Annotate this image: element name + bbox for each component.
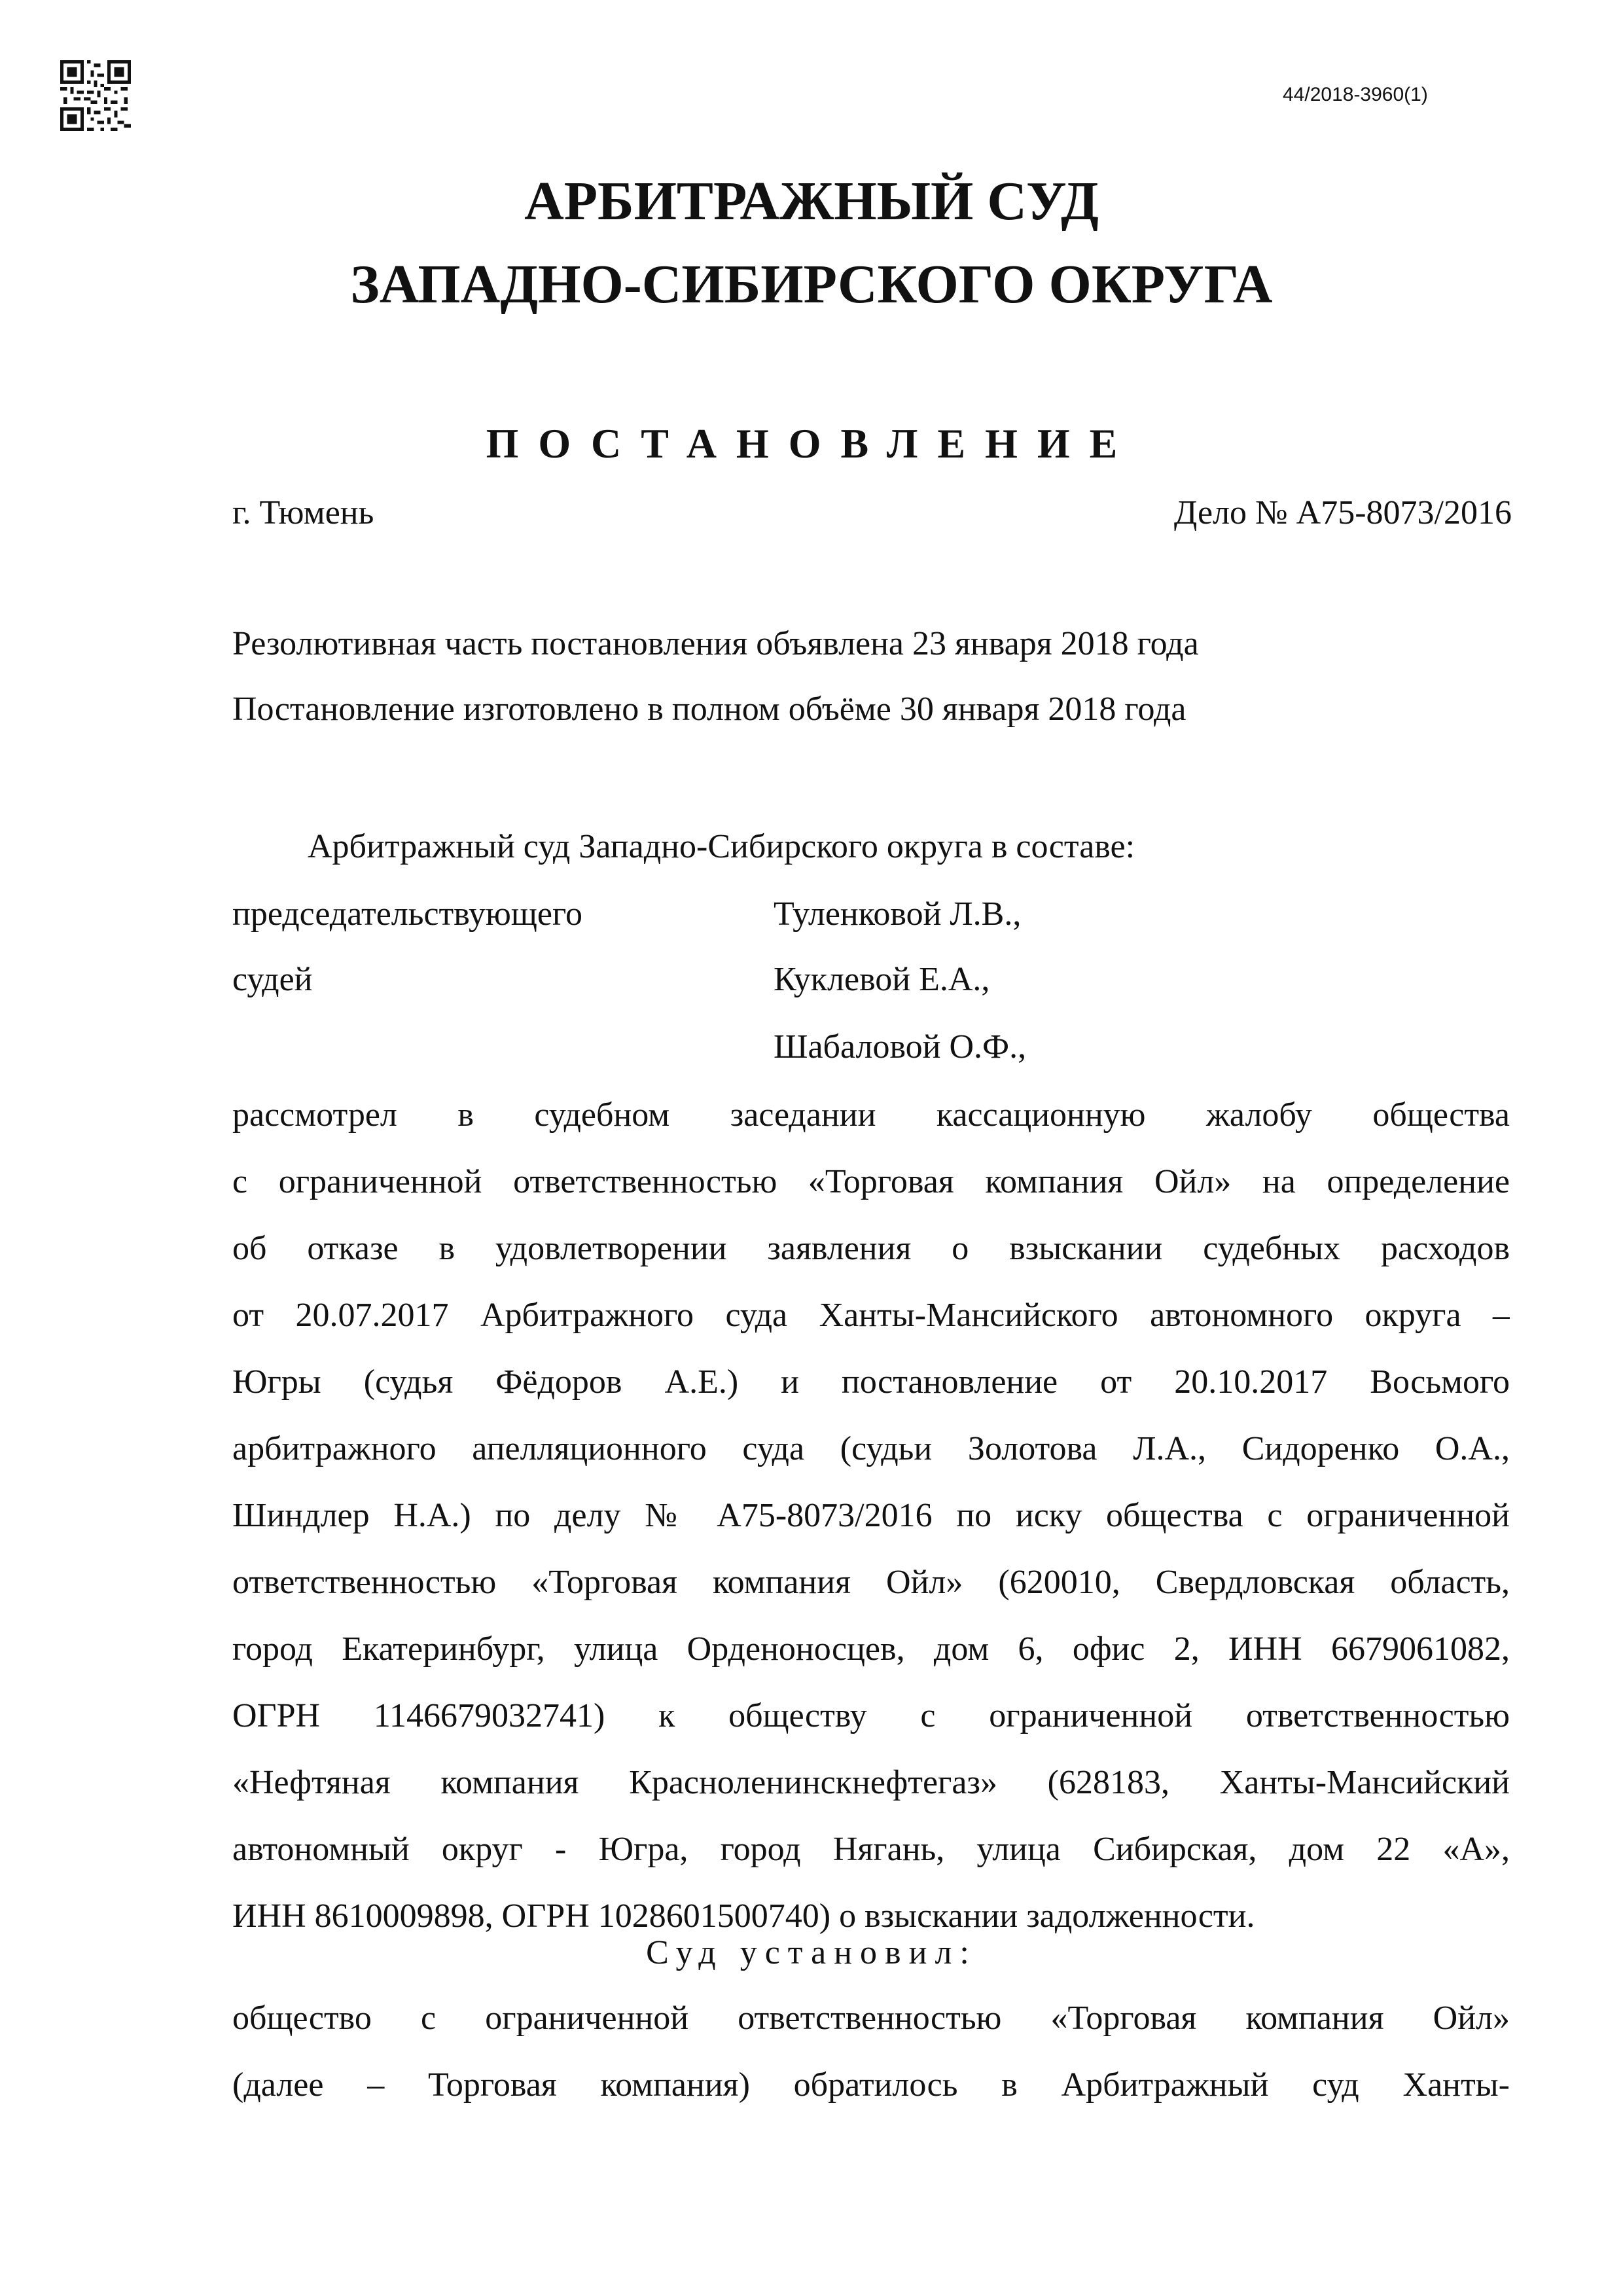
judge-2: Шабаловой О.Ф., (774, 1028, 1027, 1066)
paragraph-line: от 20.07.2017 Арбитражного суда Ханты-Мансийского автономного округа – (232, 1297, 1510, 1334)
paragraph-line: город Екатеринбург, улица Орденоносцев, дом 6, офис 2, ИНН 6679061082, (232, 1630, 1510, 1668)
presiding-label: председательствующего (232, 895, 583, 933)
paragraph-line: рассмотрел в судебном заседании кассационную жалобу общества (232, 1096, 1510, 1134)
document-title: ПОСТАНОВЛЕНИЕ (486, 420, 1137, 467)
resolution-announced-date: Резолютивная часть постановления объявлена 23 января 2018 года (232, 625, 1199, 662)
document-number: 44/2018-3960(1) (1283, 84, 1428, 105)
full-text-date: Постановление изготовлено в полном объёме 30 января 2018 года (232, 691, 1186, 728)
paragraph-line: Шиндлер Н.А.) по делу № А75-8073/2016 по иску общества с ограниченной (232, 1497, 1510, 1534)
paragraph-line: (далее – Торговая компания) обратилось в Арбитражный суд Ханты- (232, 2066, 1510, 2104)
case-number: Дело № А75-8073/2016 (1173, 494, 1512, 531)
panel-intro: Арбитражный суд Западно-Сибирского округа в составе: (308, 828, 1135, 865)
city: г. Тюмень (232, 494, 374, 531)
court-name-line1: АРБИТРАЖНЫЙ СУД (524, 171, 1099, 232)
qr-code-icon (60, 60, 131, 131)
established-paragraph (232, 1998, 1510, 2131)
court-established-heading: Суд установил: (646, 1934, 977, 1971)
paragraph-line: Югры (судья Фёдоров А.Е.) и постановление от 20.10.2017 Восьмого (232, 1363, 1510, 1401)
main-paragraph (232, 1094, 1510, 1962)
paragraph-line: об отказе в удовлетворении заявления о взыскании судебных расходов (232, 1230, 1510, 1267)
paragraph-line: общество с ограниченной ответственностью «Торговая компания Ойл» (232, 2000, 1510, 2037)
paragraph-line: с ограниченной ответственностью «Торговая компания Ойл» на определение (232, 1163, 1510, 1200)
paragraph-line: арбитражного апелляционного суда (судьи Золотова Л.А., Сидоренко О.А., (232, 1430, 1510, 1467)
court-name-line2: ЗАПАДНО-СИБИРСКОГО ОКРУГА (350, 254, 1273, 315)
paragraph-line: ответственностью «Торговая компания Ойл» (620010, Свердловская область, (232, 1564, 1510, 1601)
paragraph-line: ИНН 8610009898, ОГРН 1028601500740) о взыскании задолженности. (232, 1897, 1255, 1935)
paragraph-line: ОГРН 1146679032741) к обществу с ограниченной ответственностью (232, 1697, 1510, 1734)
presiding-judge: Туленковой Л.В., (774, 895, 1022, 933)
paragraph-line: автономный округ - Югра, город Нягань, улица Сибирская, дом 22 «А», (232, 1831, 1510, 1868)
paragraph-line: «Нефтяная компания Красноленинскнефтегаз» (628183, Ханты-Мансийский (232, 1764, 1510, 1801)
judge-1: Куклевой Е.А., (774, 961, 990, 998)
judges-label: судей (232, 961, 313, 998)
